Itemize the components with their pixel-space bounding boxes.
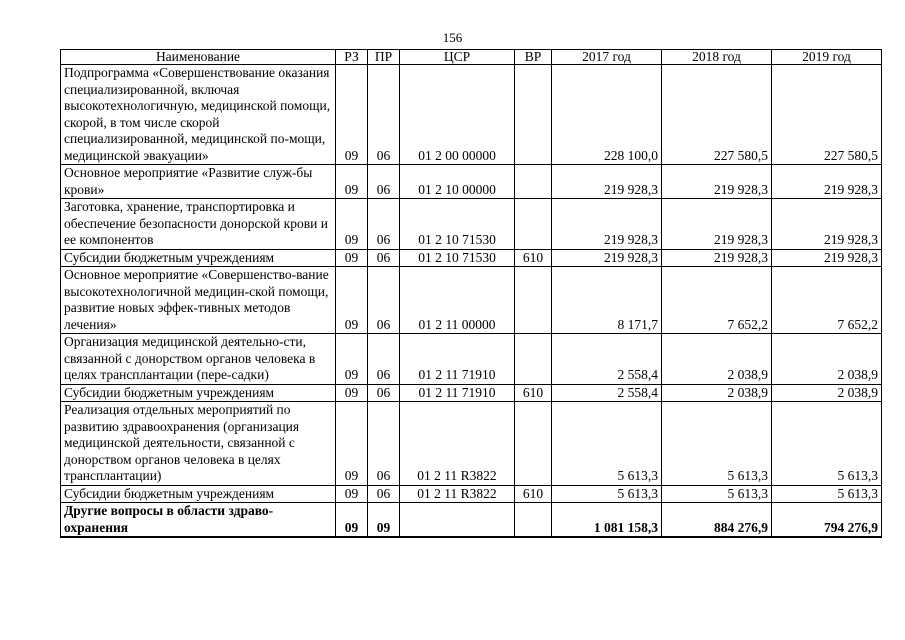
- row-pr: 09: [368, 503, 400, 538]
- row-2018: 7 652,2: [662, 267, 772, 334]
- row-2017: 5 613,3: [552, 485, 662, 503]
- row-name: Организация медицинской деятельно-сти, связанной с донорством органов человека в целях трансплантации (пере-садки): [61, 334, 336, 385]
- row-vr: 610: [515, 249, 552, 267]
- row-name: Другие вопросы в области здраво-охранения: [61, 503, 336, 538]
- row-pr: 06: [368, 199, 400, 250]
- row-2019: 227 580,5: [772, 65, 882, 165]
- row-2019: 219 928,3: [772, 249, 882, 267]
- row-pr: 06: [368, 165, 400, 199]
- table-row: [61, 384, 882, 402]
- row-vr: [515, 334, 552, 385]
- page-number: 156: [442, 30, 463, 45]
- row-2017: 219 928,3: [552, 199, 662, 250]
- row-csr: 01 2 00 00000: [400, 65, 515, 165]
- row-vr: [515, 267, 552, 334]
- row-csr: 01 2 11 R3822: [400, 402, 515, 486]
- row-2019: 2 038,9: [772, 384, 882, 402]
- row-pr: 06: [368, 402, 400, 486]
- row-csr: 01 2 11 71910: [400, 334, 515, 385]
- table-row: [61, 402, 882, 486]
- row-name: Субсидии бюджетным учреждениям: [61, 384, 336, 402]
- row-2018: 5 613,3: [662, 485, 772, 503]
- row-rz: 09: [336, 165, 368, 199]
- header-2017: 2017 год: [552, 50, 662, 65]
- row-2017: 8 171,7: [552, 267, 662, 334]
- row-rz: 09: [336, 503, 368, 538]
- table-row: [61, 65, 882, 165]
- row-rz: 09: [336, 249, 368, 267]
- row-vr: 610: [515, 485, 552, 503]
- table-row: [61, 334, 882, 385]
- table-row: [61, 165, 882, 199]
- row-csr: 01 2 10 71530: [400, 199, 515, 250]
- row-2018: 884 276,9: [662, 503, 772, 538]
- row-2018: 219 928,3: [662, 199, 772, 250]
- row-csr: 01 2 10 00000: [400, 165, 515, 199]
- row-2017: 1 081 158,3: [552, 503, 662, 538]
- row-csr: 01 2 11 R3822: [400, 485, 515, 503]
- row-rz: 09: [336, 65, 368, 165]
- row-vr: [515, 402, 552, 486]
- header-vr: ВР: [515, 50, 552, 65]
- row-name: Подпрограмма «Совершенствование оказания специализированной, включая высокотехнологичную, медицинской помощи, скорой, в том числе скорой специализированной, медицинской по-мощи, медицинской эвакуации»: [61, 65, 336, 165]
- row-rz: 09: [336, 485, 368, 503]
- row-pr: 06: [368, 384, 400, 402]
- table-row: [61, 249, 882, 267]
- row-2018: 227 580,5: [662, 65, 772, 165]
- row-rz: 09: [336, 402, 368, 486]
- table-row-total: [61, 503, 882, 538]
- row-2017: 2 558,4: [552, 334, 662, 385]
- budget-table: [60, 49, 882, 538]
- row-csr: [400, 503, 515, 538]
- row-2019: 219 928,3: [772, 165, 882, 199]
- row-2018: 219 928,3: [662, 249, 772, 267]
- row-csr: 01 2 10 71530: [400, 249, 515, 267]
- row-name: Основное мероприятие «Совершенство-вание высокотехнологичной медицин-ской помощи, развитие новых эффек-тивных методов лечения»: [61, 267, 336, 334]
- row-rz: 09: [336, 384, 368, 402]
- row-2019: 2 038,9: [772, 334, 882, 385]
- row-csr: 01 2 11 71910: [400, 384, 515, 402]
- table-row: [61, 267, 882, 334]
- row-2017: 219 928,3: [552, 165, 662, 199]
- row-name: Реализация отдельных мероприятий по развитию здравоохранения (организация медицинской деятельности, связанной с донорством органов человека в целях трансплантации): [61, 402, 336, 486]
- row-pr: 06: [368, 334, 400, 385]
- row-2017: 2 558,4: [552, 384, 662, 402]
- row-name: Заготовка, хранение, транспортировка и обеспечение безопасности донорской крови и ее компонентов: [61, 199, 336, 250]
- row-2019: 794 276,9: [772, 503, 882, 538]
- row-2017: 228 100,0: [552, 65, 662, 165]
- row-rz: 09: [336, 199, 368, 250]
- row-2017: 219 928,3: [552, 249, 662, 267]
- row-name: Основное мероприятие «Развитие служ-бы крови»: [61, 165, 336, 199]
- row-csr: 01 2 11 00000: [400, 267, 515, 334]
- row-pr: 06: [368, 65, 400, 165]
- header-csr: ЦСР: [400, 50, 515, 65]
- row-vr: [515, 165, 552, 199]
- row-2018: 2 038,9: [662, 384, 772, 402]
- row-pr: 06: [368, 267, 400, 334]
- row-2019: 219 928,3: [772, 199, 882, 250]
- row-2019: 7 652,2: [772, 267, 882, 334]
- row-2018: 5 613,3: [662, 402, 772, 486]
- header-rz: РЗ: [336, 50, 368, 65]
- row-2019: 5 613,3: [772, 402, 882, 486]
- row-rz: 09: [336, 334, 368, 385]
- row-name: Субсидии бюджетным учреждениям: [61, 249, 336, 267]
- row-2018: 2 038,9: [662, 334, 772, 385]
- row-vr: [515, 199, 552, 250]
- row-2018: 219 928,3: [662, 165, 772, 199]
- row-2019: 5 613,3: [772, 485, 882, 503]
- row-pr: 06: [368, 249, 400, 267]
- table-row: [61, 199, 882, 250]
- row-2017: 5 613,3: [552, 402, 662, 486]
- table-row: [61, 485, 882, 503]
- row-vr: [515, 65, 552, 165]
- row-name: Субсидии бюджетным учреждениям: [61, 485, 336, 503]
- row-vr: 610: [515, 384, 552, 402]
- row-rz: 09: [336, 267, 368, 334]
- header-pr: ПР: [368, 50, 400, 65]
- header-row: [61, 50, 882, 65]
- row-pr: 06: [368, 485, 400, 503]
- header-2019: 2019 год: [772, 50, 882, 65]
- header-2018: 2018 год: [662, 50, 772, 65]
- row-vr: [515, 503, 552, 538]
- header-name: Наименование: [61, 50, 336, 65]
